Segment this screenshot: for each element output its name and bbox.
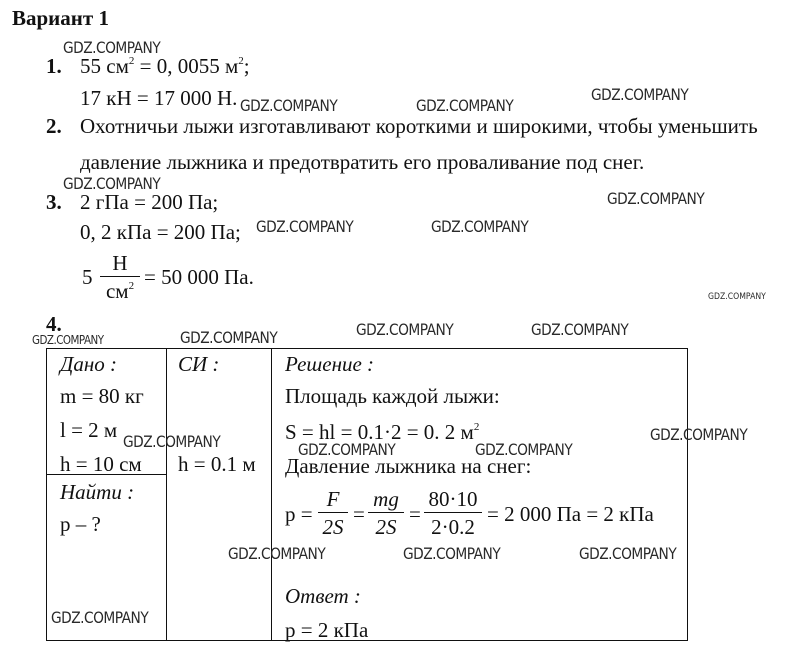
watermark: GDZ.COMPANY	[416, 96, 514, 115]
watermark: GDZ.COMPANY	[431, 217, 529, 236]
pressure-text: Давление лыжника на снег:	[285, 454, 532, 478]
given-header: Дано :	[60, 352, 118, 376]
given-length: l = 2 м	[60, 418, 118, 442]
fraction-mg-over-2s	[368, 487, 404, 539]
task-3-line-3-prefix: 5	[82, 265, 93, 289]
fraction-1-numerator: F	[326, 487, 340, 511]
equals-1: =	[353, 502, 365, 526]
find-pressure: p – ?	[60, 512, 101, 536]
task-2-number: 2.	[46, 114, 62, 138]
watermark: GDZ.COMPANY	[403, 544, 501, 563]
watermark-small: GDZ.COMPANY	[708, 292, 766, 302]
table-top-border	[46, 348, 688, 349]
task-2-line-1: Охотничьи лыжи изготавливают короткими и широкими, чтобы уменьшить	[80, 114, 758, 138]
table-divider-2	[271, 348, 272, 641]
equals-2: =	[409, 502, 421, 526]
fraction-f-over-2s	[318, 487, 348, 539]
task-3-line-3-suffix: = 50 000 Па.	[144, 265, 254, 289]
find-header: Найти :	[60, 480, 135, 504]
watermark: GDZ.COMPANY	[356, 320, 454, 339]
solution-header: Решение :	[285, 352, 375, 376]
watermark: GDZ.COMPANY	[240, 96, 338, 115]
task-4-number: 4.	[46, 312, 62, 336]
watermark: GDZ.COMPANY	[591, 85, 689, 104]
watermark: GDZ.COMPANY	[228, 544, 326, 563]
task-3-fraction	[100, 251, 140, 303]
watermark: GDZ.COMPANY	[51, 608, 149, 627]
watermark: GDZ.COMPANY	[531, 320, 629, 339]
task-1-line-1: 55 $см^2 = 0$, 0055 $м^2$;	[80, 54, 250, 78]
si-width: h = 0.1 м	[178, 452, 256, 476]
watermark: GDZ.COMPANY	[123, 432, 221, 451]
watermark: GDZ.COMPANY	[256, 217, 354, 236]
watermark: GDZ.COMPANY	[180, 328, 278, 347]
table-right-border	[687, 348, 688, 641]
task-2-line-2: давление лыжника и предотвратить его проваливание под снег.	[80, 150, 645, 174]
watermark: GDZ.COMPANY	[607, 189, 705, 208]
fraction-3-denominator: 2·0.2	[431, 515, 475, 539]
page-title: Вариант 1	[12, 6, 109, 30]
answer-value: p = 2 кПа	[285, 618, 369, 642]
task-1-line-2: 17 кН = 17 000 Н.	[80, 86, 238, 110]
area-text: Площадь каждой лыжи:	[285, 384, 500, 408]
watermark: GDZ.COMPANY	[650, 425, 748, 444]
task-3-line-1: 2 гПа = 200 Па;	[80, 190, 219, 214]
fraction-numeric	[424, 487, 482, 539]
watermark: GDZ.COMPANY	[475, 440, 573, 459]
watermark: GDZ.COMPANY	[298, 440, 396, 459]
watermark: GDZ.COMPANY	[63, 38, 161, 57]
watermark: GDZ.COMPANY	[63, 174, 161, 193]
task-3-number: 3.	[46, 190, 62, 214]
task-3-fraction-denominator: $см^2$	[105, 279, 135, 303]
fraction-2-denominator: 2S	[375, 515, 397, 539]
si-header: СИ :	[178, 352, 220, 376]
fraction-2-numerator: mg	[373, 487, 399, 511]
area-formula: S = hl = 0.1·2 = 0. 2 $м^2$	[285, 420, 480, 444]
fraction-3-numerator: 80·10	[428, 487, 478, 511]
answer-header: Ответ :	[285, 584, 361, 608]
task-1-number: 1.	[46, 54, 62, 78]
pressure-lhs: p =	[285, 502, 313, 526]
task-3-fraction-numerator: Н	[112, 251, 128, 275]
task-3-line-2: 0, 2 кПа = 200 Па;	[80, 220, 241, 244]
watermark: GDZ.COMPANY	[579, 544, 677, 563]
fraction-1-denominator: 2S	[322, 515, 344, 539]
table-left-border	[46, 348, 47, 641]
table-divider-1	[166, 348, 167, 641]
pressure-result: = 2 000 Па = 2 кПа	[487, 502, 654, 526]
given-width: h = 10 см	[60, 452, 142, 476]
watermark-small: GDZ.COMPANY	[32, 333, 104, 347]
given-mass: m = 80 кг	[60, 384, 144, 408]
